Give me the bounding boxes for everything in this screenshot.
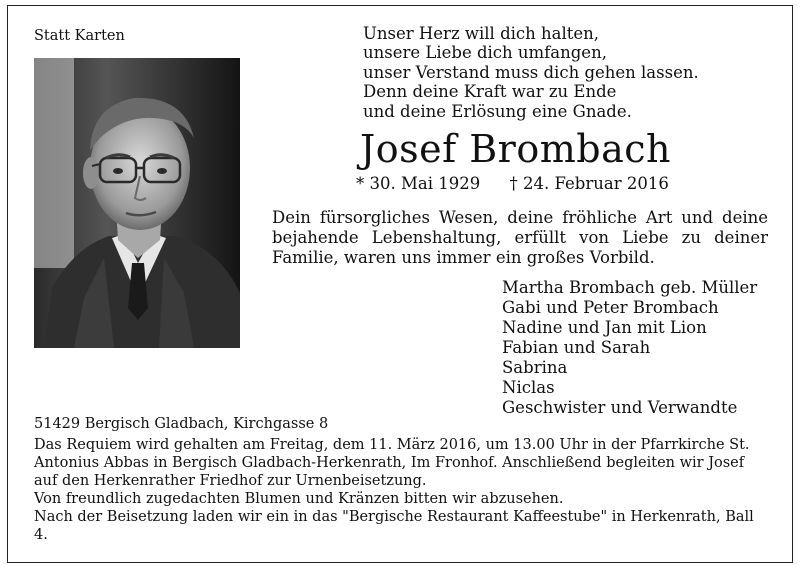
mourner-name: Sabrina [502,358,568,377]
birth-date: * 30. Mai 1929 [356,174,481,193]
requiem-paragraph: Das Requiem wird gehalten am Freitag, dem 11. März 2016, um 13.00 Uhr in der Pfarrkirche St. Antonius Abbas in Bergisch Gladbach-Herkenrath, Im Fronhof. Anschließend begleiten wir Josef auf den Herkenrather Friedhof zur Urnenbeisetzung. [34,437,750,489]
poem-line: unsere Liebe dich umfangen, [363,43,607,63]
deceased-name: Josef Brombach [360,127,671,171]
poem-line: und deine Erlösung eine Gnade. [363,101,632,121]
mourner-name: Geschwister und Verwandte [502,398,738,417]
portrait-photo-image [34,58,240,348]
reception-paragraph: Nach der Beisetzung laden wir ein in das "Bergische Restaurant Kaffeestube" in Herkenrath, Ball 4. [34,509,754,543]
funeral-details [34,436,770,544]
statt-karten-label: Statt Karten [34,28,125,44]
portrait-photo [34,58,240,348]
flowers-paragraph: Von freundlich zugedachten Blumen und Kränzen bitten wir abzusehen. [34,491,564,507]
poem [363,24,699,121]
address: 51429 Bergisch Gladbach, Kirchgasse 8 [34,416,329,432]
mourner-name: Nadine und Jan mit Lion [502,318,707,337]
poem-line: unser Verstand muss dich gehen lassen. [363,62,699,82]
mourners-list [502,278,757,418]
poem-line: Unser Herz will dich halten, [363,24,600,43]
tribute-text: Dein fürsorgliches Wesen, deine fröhliche Art und deine bejahende Lebenshaltung, erfüllt von Liebe zu deiner Familie, waren uns immer ein großes Vorbild. [272,208,768,267]
mourner-name: Fabian und Sarah [502,338,651,357]
mourner-name: Niclas [502,378,555,397]
poem-line: Denn deine Kraft war zu Ende [363,82,617,102]
mourner-name: Martha Brombach geb. Müller [502,278,758,297]
life-dates [356,174,669,193]
mourner-name: Gabi und Peter Brombach [502,298,719,317]
death-date: † 24. Februar 2016 [509,174,669,193]
